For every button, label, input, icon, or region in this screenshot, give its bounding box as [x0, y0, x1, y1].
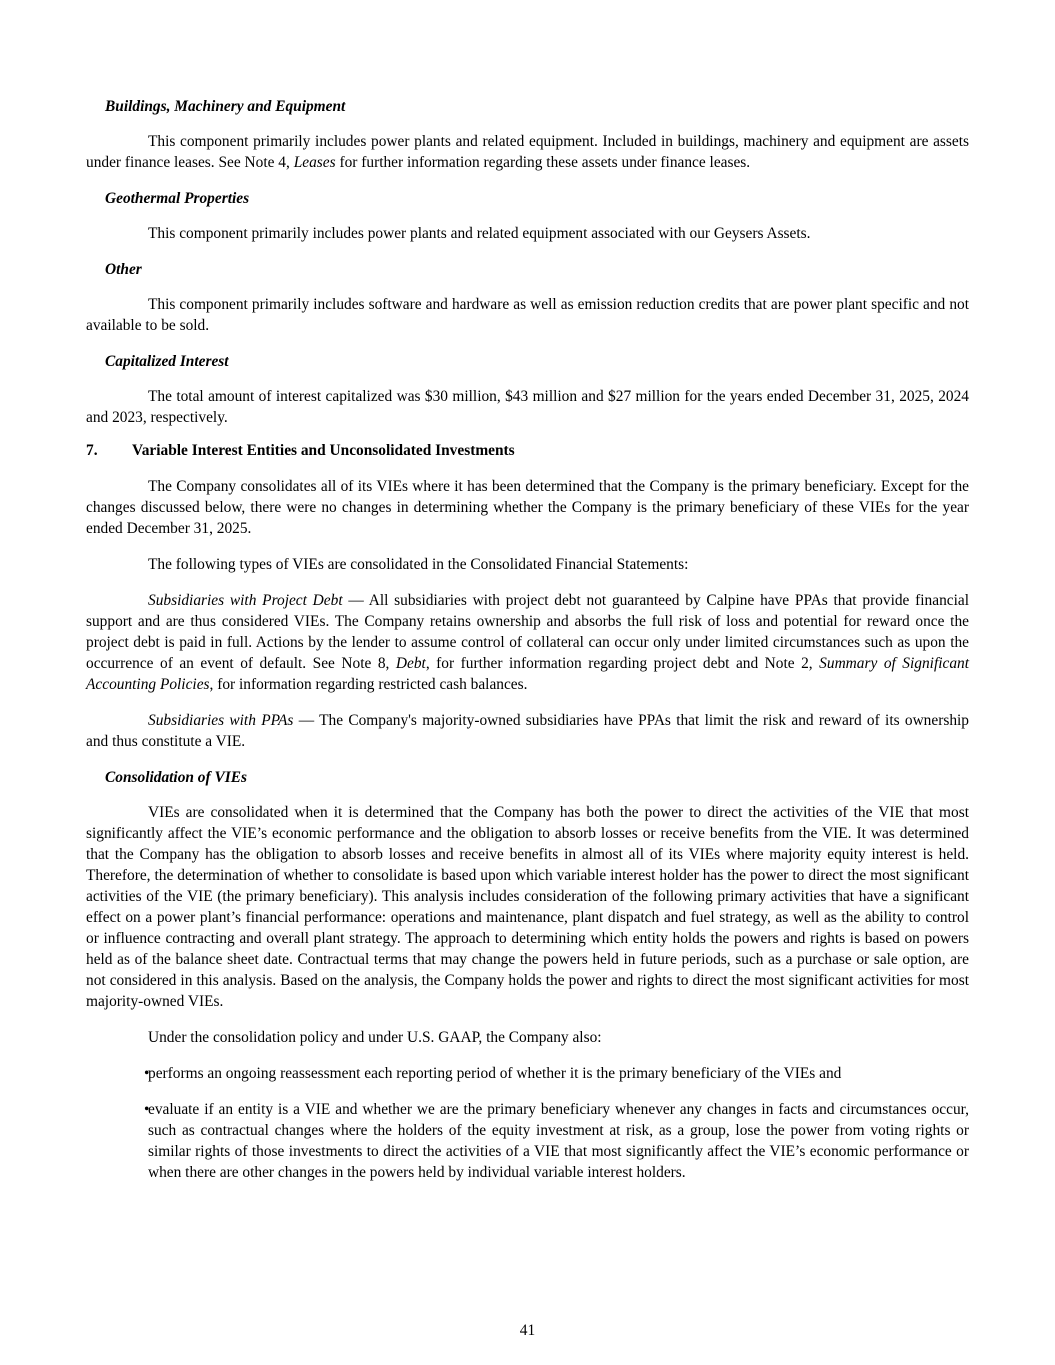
list-item: • performs an ongoing reassessment each reporting period of whether it is the primary beneficiary of the VIEs and [86, 1063, 969, 1084]
paragraph-other: This component primarily includes software and hardware as well as emission reduction credits that are power plant specific and not available to be sold. [86, 296, 969, 334]
paragraph-consolidation: VIEs are consolidated when it is determined that the Company has both the power to direct the activities of the VIE that most significantly affect the VIE’s economic performance and the obligation to absorb losses or receive benefits from the VIE. It was determined that the Company has the obligation to absorb losses and receive benefits in almost all of its VIEs where majority equity interest is held. Therefore, the determination of whether to consolidate is based upon which variable interest holder has the power to direct the most significant activities of the VIE (the primary beneficiary). This analysis includes consideration of the following primary activities that have a significant effect on a power plant’s financial performance: operations and maintenance, plant dispatch and fuel strategy, as well as the ability to control or influence contracting and overall plant strategy. The approach to determining which entity holds the powers and rights is based on powers held as of the balance sheet date. Contractual terms that may change the powers held in future periods, such as a purchase or sale option, are not considered in this analysis. Based on the analysis, the Company holds the power and rights to direct the most significant activities for most majority-owned VIEs. [86, 804, 969, 1010]
paragraph-geothermal: This component primarily includes power plants and related equipment associated with our Geysers Assets. [148, 225, 811, 242]
paragraph-vie-ppas: Subsidiaries with PPAs — The Company's majority-owned subsidiaries have PPAs that limit the risk and reward of its ownership and thus constitute a VIE. [86, 712, 969, 750]
paragraph-vie-project-debt: Subsidiaries with Project Debt — All subsidiaries with project debt not guaranteed by Calpine have PPAs that provide financial support and are thus considered VIEs. The Company retains ownership and absorbs the full risk of loss and potential for reward once the project debt is paid in full. Actions by the lender to assume control of collateral can occur only under limited circumstances such as upon the occurrence of an event of default. See Note 8, Debt, for further information regarding project debt and Note 2, Summary of Significant Accounting Policies, for information regarding restricted cash balances. [86, 592, 969, 693]
section-number: 7. [86, 442, 98, 459]
document-page [86, 96, 969, 1198]
list-item: • evaluate if an entity is a VIE and whether we are the primary beneficiary whenever any changes in facts and circumstances occur, such as contractual changes where the holders of the equity investment at risk, as a group, lose the power from voting rights or similar rights of those investments to direct the activities of a VIE that most significantly affect the VIE’s economic performance or when there are other changes in the powers held by individual variable interest holders. [86, 1099, 969, 1183]
heading-consolidation: Consolidation of VIEs [105, 769, 247, 786]
heading-capitalized-interest: Capitalized Interest [105, 353, 229, 370]
paragraph-vie-2: The following types of VIEs are consolidated in the Consolidated Financial Statements: [148, 556, 689, 573]
section-title: Variable Interest Entities and Unconsolidated Investments [132, 442, 515, 459]
heading-geothermal: Geothermal Properties [105, 190, 250, 207]
page-number: 41 [519, 1322, 536, 1339]
bullet-icon: • [144, 1101, 150, 1118]
paragraph-vie-1: The Company consolidates all of its VIEs where it has been determined that the Company is the primary beneficiary. Except for the changes discussed below, there were no changes in determining whether the Company is the primary beneficiary of these VIEs for the year ended December 31, 2025. [86, 478, 969, 537]
heading-buildings: Buildings, Machinery and Equipment [105, 98, 346, 115]
heading-other: Other [105, 261, 142, 278]
paragraph-consolidation-policy: Under the consolidation policy and under U.S. GAAP, the Company also: [148, 1029, 602, 1046]
paragraph-buildings: This component primarily includes power plants and related equipment. Included in buildings, machinery and equipment are assets under finance leases. See Note 4, Leases for further information regarding these assets under finance leases. [86, 133, 969, 171]
bullet-icon: • [144, 1065, 150, 1082]
section-heading-vie [86, 440, 969, 461]
paragraph-capitalized-interest: The total amount of interest capitalized was $30 million, $43 million and $27 million for the years ended December 31, 2025, 2024 and 2023, respectively. [86, 388, 969, 426]
